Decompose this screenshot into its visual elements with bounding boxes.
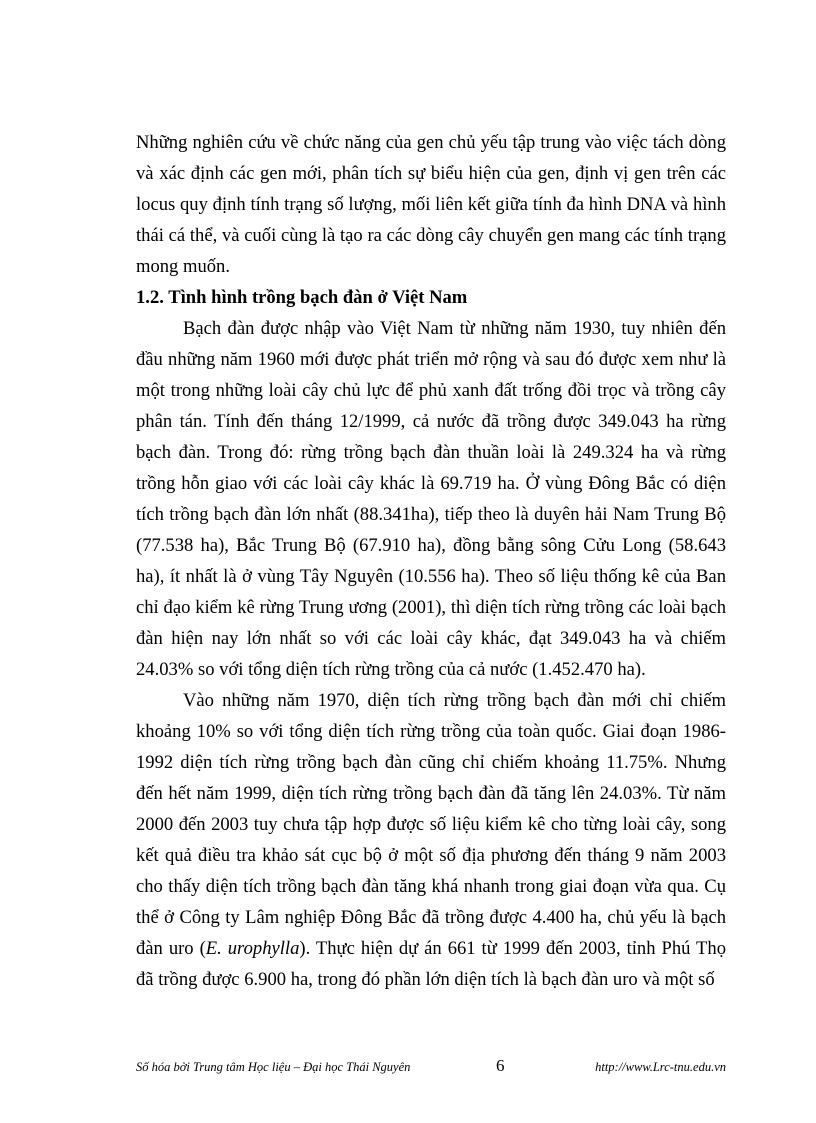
footer-url[interactable]: http://www.Lrc-tnu.edu.vn (595, 1060, 726, 1074)
species-name: E. urophylla (205, 938, 300, 959)
paragraph-eucalyptus-history: Bạch đàn được nhập vào Việt Nam từ những năm 1930, tuy nhiên đến đầu những năm 1960 mới được phát triển mở rộng và sau đó được xem như là một trong những loài cây chủ lực để phủ xanh đất trống đồi trọc và trồng cây phân tán. Tính đến tháng 12/1999, cả nước đã trồng được 349.043 ha rừng bạch đàn. Trong đó: rừng trồng bạch đàn thuần loài là 249.324 ha và rừng trồng hỗn giao với các loài cây khác là 69.719 ha. Ở vùng Đông Bắc có diện tích trồng bạch đàn lớn nhất (88.341ha), tiếp theo là duyên hải Nam Trung Bộ (77.538 ha), Bắc Trung Bộ (67.910 ha), đồng bằng sông Cửu Long (58.643 ha), ít nhất là ở vùng Tây Nguyên (10.556 ha). Theo số liệu thống kê của Ban chỉ đạo kiểm kê rừng Trung ương (2001), thì diện tích rừng trồng các loài bạch đàn hiện nay lớn nhất so với các loài cây khác, đạt 349.043 ha và chiếm 24.03% so với tổng diện tích rừng trồng của cả nước (1.452.470 ha). (136, 318, 726, 680)
paragraph-gene-function: Những nghiên cứu về chức năng của gen chủ yếu tập trung vào việc tách dòng và xác định các gen mới, phân tích sự biểu hiện của gen, định vị gen trên các locus quy định tính trạng số lượng, mối liên kết giữa tính đa hình DNA và hình thái cá thể, và cuối cùng là tạo ra các dòng cây chuyển gen mang các tính trạng mong muốn. (136, 132, 726, 277)
page-number: 6 (496, 1056, 505, 1075)
paragraph-text-part: ). Thực hiện dự án 661 từ 1999 đến 2003, tỉnh Phú Thọ đã trồng được 6.900 ha, trong đó phần lớn diện tích là bạch đàn uro và một số (136, 938, 727, 990)
section-heading: 1.2. Tình hình trồng bạch đàn ở Việt Nam (136, 287, 468, 308)
page-footer (136, 1056, 726, 1078)
footer-source: Số hóa bởi Trung tâm Học liệu – Đại học Thái Nguyên (136, 1060, 411, 1074)
body-text (136, 127, 726, 995)
paragraph-text-part: Vào những năm 1970, diện tích rừng trồng bạch đàn mới chỉ chiếm khoảng 10% so với tổng diện tích rừng trồng của toàn quốc. Giai đoạn 1986-1992 diện tích rừng trồng bạch đàn cũng chỉ chiếm khoảng 11.75%. Nhưng đến hết năm 1999, diện tích rừng trồng bạch đàn đã tăng lên 24.03%. Từ năm 2000 đến 2003 tuy chưa tập hợp được số liệu kiểm kê cho từng loài cây, song kết quả điều tra khảo sát cục bộ ở một số địa phương đến tháng 9 năm 2003 cho thấy diện tích trồng bạch đàn tăng khá nhanh trong giai đoạn vừa qua. Cụ thể ở Công ty Lâm nghiệp Đông Bắc đã trồng được 4.400 ha, chủ yếu là bạch đàn uro ( (136, 690, 726, 959)
paragraph-eucalyptus-area (136, 685, 726, 995)
